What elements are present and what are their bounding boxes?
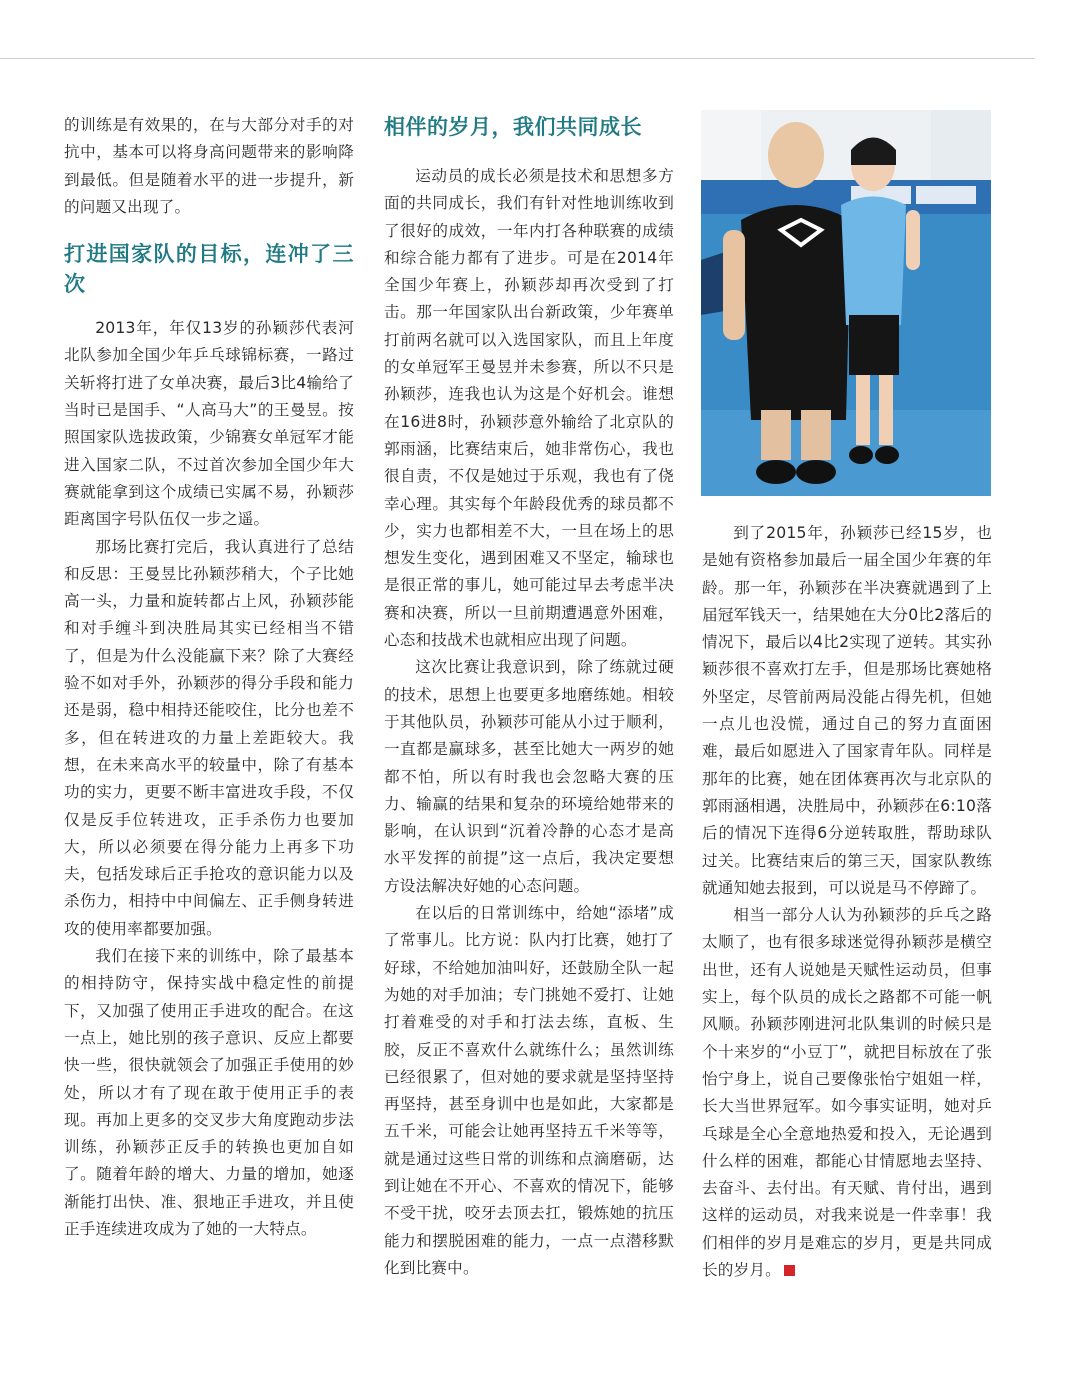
paragraph: 运动员的成长必须是技术和思想多方面的共同成长，我们有针对性地训练收到了很好的成效，一年内打各种联赛的成绩和综合能力都有了进步。可是在2014年全国少年赛上，孙颖莎却再次受到了打击。那一年国家队出台新政策，少年赛单打前两名就可以入选国家队，而且上年度的女单冠军王曼昱并未参赛，所以不只是孙颖莎，连我也认为这是个好机会。谁想在16进8时，孙颖莎意外输给了北京队的郭雨涵，比赛结束后，她非常伤心，我也很自责，不仅是她过于乐观，我也有了侥幸心理。其实每个年龄段优秀的球员都不少，实力也都相差不大，一旦在场上的思想发生变化，遇到困难又不坚定，输球也是很正常的事儿，她可能过早去考虑半决赛和决赛，所以一旦前期遭遇意外困难，心态和技战术也就相应出现了问题。 <box>384 167 674 650</box>
paragraph-final <box>702 902 992 1284</box>
paragraph: 2013年，年仅13岁的孙颖莎代表河北队参加全国少年乒乓球锦标赛，一路过关斩将打进了女单决赛，最后3比4输给了当时已是国手、“人高马大”的王曼昱。按照国家队选拔政策，少锦赛女单冠军才能进入国家二队，不过首次参加全国少年大赛就能拿到这个成绩已实属不易，孙颖莎距离国字号队伍仅一步之遥。 <box>64 319 354 529</box>
end-of-article-mark <box>784 1265 795 1276</box>
header-rule <box>0 58 1035 59</box>
text-column-1 <box>64 112 354 1243</box>
coach-and-player-photo <box>701 110 991 496</box>
paragraph-text: 相当一部分人认为孙颖莎的乒乓之路太顺了，也有很多球迷觉得孙颖莎是横空出世，还有人说她是天赋性运动员，但事实上，每个队员的成长之路都不可能一帆风顺。孙颖莎刚进河北队集训的时候只是个十来岁的“小豆丁”，就把目标放在了张怡宁身上，说自己要像张怡宁姐姐一样，长大当世界冠军。如今事实证明，她对乒乓球是全心全意地热爱和投入，无论遇到什么样的困难，都能心甘情愿地去坚持、去奋斗、去付出。有天赋、肯付出，遇到这样的运动员，对我来说是一件幸事！我们相伴的岁月是难忘的岁月，更是共同成长的岁月。 <box>702 906 992 1280</box>
paragraph: 到了2015年，孙颖莎已经15岁，也是她有资格参加最后一届全国少年赛的年龄。那一年，孙颖莎在半决赛就遇到了上届冠军钱天一，结果她在大分0比2落后的情况下，最后以4比2实现了逆转。其实孙颖莎很不喜欢打左手，但是那场比赛她格外坚定，尽管前两局没能占得先机，但她一点儿也没慌，通过自己的努力直面困难，最后如愿进入了国家青年队。同样是那年的比赛，她在团体赛再次与北京队的郭雨涵相遇，决胜局中，孙颖莎在6:10落后的情况下连得6分逆转取胜，帮助球队过关。比赛结束后的第三天，国家队教练就通知她去报到，可以说是马不停蹄了。 <box>702 524 992 897</box>
photo-illustration <box>701 110 991 496</box>
paragraph: 的训练是有效果的，在与大部分对手的对抗中，基本可以将身高问题带来的影响降到最低。但是随着水平的进一步提升，新的问题又出现了。 <box>64 116 354 216</box>
paragraph: 在以后的日常训练中，给她“添堵”成了常事儿。比方说：队内打比赛，她打了好球，不给她加油叫好，还鼓励全队一起为她的对手加油；专门挑她不爱打、让她打着难受的对手和打法去练，直板、生胶，反正不喜欢什么就练什么；虽然训练已经很累了，但对她的要求就是坚持坚持再坚持，甚至身训中也是如此，大家都是五千米，可能会让她再坚持五千米等等，就是通过这些日常的训练和点滴磨砺，达到让她在不开心、不喜欢的情况下，能够不受干扰，咬牙去顶去扛，锻炼她的抗压能力和摆脱困难的能力，一点一点潜移默化到比赛中。 <box>384 904 674 1277</box>
paragraph: 这次比赛让我意识到，除了练就过硬的技术，思想上也要更多地磨练她。相较于其他队员，孙颖莎可能从小过于顺利，一直都是赢球多，甚至比她大一两岁的她都不怕，所以有时我也会忽略大赛的压力、输赢的结果和复杂的环境给她带来的影响，在认识到“沉着冷静的心态才是高水平发挥的前提”这一点后，我决定要想方设法解决好她的心态问题。 <box>384 658 674 895</box>
paragraph: 那场比赛打完后，我认真进行了总结和反思：王曼昱比孙颖莎稍大，个子比她高一头，力量和旋转都占上风，孙颖莎能和对手缠斗到决胜局其实已经相当不错了，但是为什么没能赢下来？除了大赛经验不如对手外，孙颖莎的得分手段和能力还是弱，稳中相持还能咬住，比分也差不多，但在转进攻的力量上差距较大。我想，在未来高水平的较量中，除了有基本功的实力，更要不断丰富进攻手段，不仅仅是反手位转进攻，正手杀伤力也要加大，所以必须要在得分能力上再多下功夫，包括发球后正手抢攻的意识能力以及杀伤力，相持中中间偏左、正手侧身转进攻的使用率都要加强。 <box>64 537 354 938</box>
section-heading-national-team: 打进国家队的目标，连冲了三次 <box>64 242 354 297</box>
section-heading-growing-together: 相伴的岁月，我们共同成长 <box>384 115 642 139</box>
text-column-2 <box>384 112 674 1282</box>
text-column-3 <box>702 520 992 1284</box>
paragraph: 我们在接下来的训练中，除了最基本的相持防守，保持实战中稳定性的前提下，又加强了使用正手进攻的配合。在这一点上，她比别的孩子意识、反应上都要快一些，很快就领会了加强正手使用的妙处，所以才有了现在敢于使用正手的表现。再加上更多的交叉步大角度跑动步法训练，孙颖莎正反手的转换也更加自如了。随着年龄的增大、力量的增加，她逐渐能打出快、准、狠地正手进攻，并且使正手连续进攻成为了她的一大特点。 <box>64 947 354 1238</box>
